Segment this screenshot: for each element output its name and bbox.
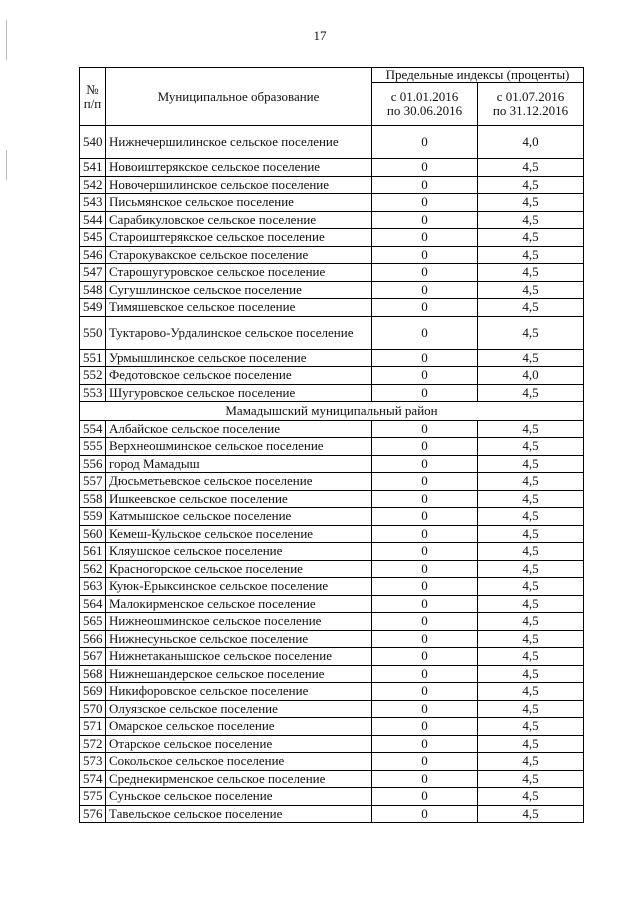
row-number: 567 bbox=[80, 648, 106, 666]
table-row bbox=[80, 648, 584, 666]
municipality-name: Нижнешандерское сельское поселение bbox=[106, 665, 372, 683]
index-period-2: 4,5 bbox=[478, 176, 584, 194]
row-number: 571 bbox=[80, 718, 106, 736]
header-index-group: Предельные индексы (проценты) bbox=[372, 68, 584, 83]
municipality-name: Дюсьметьевское сельское поселение bbox=[106, 473, 372, 491]
index-period-1: 0 bbox=[372, 543, 478, 561]
table-row bbox=[80, 126, 584, 159]
index-period-1: 0 bbox=[372, 367, 478, 385]
municipality-name: Катмышское сельское поселение bbox=[106, 508, 372, 526]
index-period-2: 4,5 bbox=[478, 805, 584, 823]
municipality-name: Кляушское сельское поселение bbox=[106, 543, 372, 561]
index-period-1: 0 bbox=[372, 316, 478, 349]
table-row bbox=[80, 788, 584, 806]
municipality-name: Ишкеевское сельское поселение bbox=[106, 490, 372, 508]
index-period-2: 4,5 bbox=[478, 543, 584, 561]
index-period-2: 4,5 bbox=[478, 455, 584, 473]
header-period-2: с 01.07.2016 по 31.12.2016 bbox=[478, 83, 584, 126]
index-period-1: 0 bbox=[372, 648, 478, 666]
municipality-name: Старошугуровское сельское поселение bbox=[106, 264, 372, 282]
row-number: 551 bbox=[80, 349, 106, 367]
index-period-1: 0 bbox=[372, 281, 478, 299]
municipality-name: Новоиштерякское сельское поселение bbox=[106, 159, 372, 177]
header-municipality: Муниципальное образование bbox=[106, 68, 372, 126]
table-row bbox=[80, 805, 584, 823]
municipality-name: Сарабикуловское сельское поселение bbox=[106, 211, 372, 229]
municipality-name: Отарское сельское поселение bbox=[106, 735, 372, 753]
row-number: 557 bbox=[80, 473, 106, 491]
row-number: 553 bbox=[80, 384, 106, 402]
row-number: 541 bbox=[80, 159, 106, 177]
index-period-2: 4,5 bbox=[478, 648, 584, 666]
municipality-name: Олуязское сельское поселение bbox=[106, 700, 372, 718]
index-period-2: 4,5 bbox=[478, 735, 584, 753]
index-period-2: 4,5 bbox=[478, 560, 584, 578]
index-period-1: 0 bbox=[372, 384, 478, 402]
index-period-2: 4,5 bbox=[478, 384, 584, 402]
row-number: 555 bbox=[80, 438, 106, 456]
page-number: 17 bbox=[313, 28, 327, 43]
index-period-1: 0 bbox=[372, 525, 478, 543]
municipality-name: Суньское сельское поселение bbox=[106, 788, 372, 806]
municipality-name: Нижнечершилинское сельское поселение bbox=[106, 126, 372, 159]
municipality-name: Письмянское сельское поселение bbox=[106, 194, 372, 212]
index-period-1: 0 bbox=[372, 211, 478, 229]
index-period-1: 0 bbox=[372, 700, 478, 718]
index-period-1: 0 bbox=[372, 508, 478, 526]
index-period-1: 0 bbox=[372, 176, 478, 194]
index-period-1: 0 bbox=[372, 349, 478, 367]
table-row bbox=[80, 770, 584, 788]
municipality-name: Малокирменское сельское поселение bbox=[106, 595, 372, 613]
index-period-1: 0 bbox=[372, 299, 478, 317]
index-period-2: 4,5 bbox=[478, 578, 584, 596]
header-period-1: с 01.01.2016 по 30.06.2016 bbox=[372, 83, 478, 126]
index-period-1: 0 bbox=[372, 753, 478, 771]
section-row bbox=[80, 402, 584, 421]
index-period-1: 0 bbox=[372, 735, 478, 753]
municipality-name: Нижнетаканышское сельское поселение bbox=[106, 648, 372, 666]
municipality-name: Сугушлинское сельское поселение bbox=[106, 281, 372, 299]
municipality-name: город Мамадыш bbox=[106, 455, 372, 473]
index-period-2: 4,0 bbox=[478, 126, 584, 159]
row-number: 554 bbox=[80, 420, 106, 438]
table-row bbox=[80, 543, 584, 561]
index-period-2: 4,5 bbox=[478, 490, 584, 508]
index-period-2: 4,5 bbox=[478, 630, 584, 648]
index-period-1: 0 bbox=[372, 665, 478, 683]
index-period-2: 4,5 bbox=[478, 246, 584, 264]
index-period-1: 0 bbox=[372, 159, 478, 177]
table-row bbox=[80, 420, 584, 438]
header-number: № п/п bbox=[80, 68, 106, 126]
index-period-2: 4,5 bbox=[478, 281, 584, 299]
index-period-1: 0 bbox=[372, 595, 478, 613]
municipality-name: Тимяшевское сельское поселение bbox=[106, 299, 372, 317]
table-row bbox=[80, 229, 584, 247]
row-number: 542 bbox=[80, 176, 106, 194]
table-row bbox=[80, 384, 584, 402]
municipality-name: Шугуровское сельское поселение bbox=[106, 384, 372, 402]
index-period-2: 4,5 bbox=[478, 595, 584, 613]
table-row bbox=[80, 316, 584, 349]
row-number: 575 bbox=[80, 788, 106, 806]
row-number: 560 bbox=[80, 525, 106, 543]
table-row bbox=[80, 560, 584, 578]
index-period-1: 0 bbox=[372, 805, 478, 823]
row-number: 544 bbox=[80, 211, 106, 229]
table-row bbox=[80, 508, 584, 526]
municipality-name: Омарское сельское поселение bbox=[106, 718, 372, 736]
index-period-1: 0 bbox=[372, 613, 478, 631]
margin-mark bbox=[6, 150, 7, 180]
margin-mark bbox=[6, 20, 7, 60]
table-row bbox=[80, 438, 584, 456]
municipality-name: Нижнесуньское сельское поселение bbox=[106, 630, 372, 648]
row-number: 570 bbox=[80, 700, 106, 718]
table-row bbox=[80, 281, 584, 299]
table-row bbox=[80, 665, 584, 683]
municipality-name: Федотовское сельское поселение bbox=[106, 367, 372, 385]
row-number: 547 bbox=[80, 264, 106, 282]
row-number: 549 bbox=[80, 299, 106, 317]
index-period-2: 4,5 bbox=[478, 264, 584, 282]
municipality-name: Красногорское сельское поселение bbox=[106, 560, 372, 578]
table-row bbox=[80, 194, 584, 212]
index-period-2: 4,5 bbox=[478, 508, 584, 526]
municipality-name: Старокувакское сельское поселение bbox=[106, 246, 372, 264]
row-number: 556 bbox=[80, 455, 106, 473]
index-period-1: 0 bbox=[372, 630, 478, 648]
table-row bbox=[80, 299, 584, 317]
row-number: 576 bbox=[80, 805, 106, 823]
table-row bbox=[80, 630, 584, 648]
index-period-1: 0 bbox=[372, 718, 478, 736]
row-number: 548 bbox=[80, 281, 106, 299]
index-period-2: 4,5 bbox=[478, 316, 584, 349]
row-number: 572 bbox=[80, 735, 106, 753]
index-period-2: 4,5 bbox=[478, 420, 584, 438]
index-period-1: 0 bbox=[372, 473, 478, 491]
table-row bbox=[80, 159, 584, 177]
row-number: 561 bbox=[80, 543, 106, 561]
index-period-2: 4,0 bbox=[478, 367, 584, 385]
municipality-name: Сокольское сельское поселение bbox=[106, 753, 372, 771]
municipality-name: Кемеш-Кульское сельское поселение bbox=[106, 525, 372, 543]
table-row bbox=[80, 211, 584, 229]
index-period-1: 0 bbox=[372, 455, 478, 473]
indices-table bbox=[79, 67, 584, 823]
row-number: 568 bbox=[80, 665, 106, 683]
index-period-2: 4,5 bbox=[478, 665, 584, 683]
row-number: 562 bbox=[80, 560, 106, 578]
row-number: 546 bbox=[80, 246, 106, 264]
municipality-name: Новочершилинское сельское поселение bbox=[106, 176, 372, 194]
table-row bbox=[80, 753, 584, 771]
table-row bbox=[80, 525, 584, 543]
index-period-2: 4,5 bbox=[478, 299, 584, 317]
section-title: Мамадышский муниципальный район bbox=[80, 402, 584, 421]
table-row bbox=[80, 264, 584, 282]
index-period-1: 0 bbox=[372, 438, 478, 456]
row-number: 566 bbox=[80, 630, 106, 648]
row-number: 563 bbox=[80, 578, 106, 596]
index-period-1: 0 bbox=[372, 229, 478, 247]
index-period-1: 0 bbox=[372, 770, 478, 788]
row-number: 564 bbox=[80, 595, 106, 613]
table-row bbox=[80, 349, 584, 367]
index-period-1: 0 bbox=[372, 126, 478, 159]
index-period-2: 4,5 bbox=[478, 349, 584, 367]
table-row bbox=[80, 578, 584, 596]
row-number: 550 bbox=[80, 316, 106, 349]
index-period-1: 0 bbox=[372, 264, 478, 282]
table-row bbox=[80, 490, 584, 508]
index-period-2: 4,5 bbox=[478, 438, 584, 456]
row-number: 552 bbox=[80, 367, 106, 385]
table-row bbox=[80, 455, 584, 473]
table-row bbox=[80, 735, 584, 753]
index-period-2: 4,5 bbox=[478, 194, 584, 212]
index-period-1: 0 bbox=[372, 420, 478, 438]
municipality-name: Албайское сельское поселение bbox=[106, 420, 372, 438]
index-period-2: 4,5 bbox=[478, 683, 584, 701]
municipality-name: Туктарово-Урдалинское сельское поселение bbox=[106, 316, 372, 349]
index-period-1: 0 bbox=[372, 246, 478, 264]
row-number: 558 bbox=[80, 490, 106, 508]
municipality-name: Нижнеошминское сельское поселение bbox=[106, 613, 372, 631]
index-period-1: 0 bbox=[372, 683, 478, 701]
row-number: 569 bbox=[80, 683, 106, 701]
row-number: 543 bbox=[80, 194, 106, 212]
table-row bbox=[80, 613, 584, 631]
municipality-name: Староиштерякское сельское поселение bbox=[106, 229, 372, 247]
table-row bbox=[80, 246, 584, 264]
index-period-1: 0 bbox=[372, 788, 478, 806]
table-row bbox=[80, 595, 584, 613]
row-number: 573 bbox=[80, 753, 106, 771]
table-row bbox=[80, 176, 584, 194]
index-period-1: 0 bbox=[372, 490, 478, 508]
index-period-2: 4,5 bbox=[478, 753, 584, 771]
table-row bbox=[80, 367, 584, 385]
index-period-2: 4,5 bbox=[478, 525, 584, 543]
municipality-name: Урмышлинское сельское поселение bbox=[106, 349, 372, 367]
index-period-2: 4,5 bbox=[478, 788, 584, 806]
municipality-name: Куюк-Ерыксинское сельское поселение bbox=[106, 578, 372, 596]
row-number: 545 bbox=[80, 229, 106, 247]
index-period-2: 4,5 bbox=[478, 159, 584, 177]
index-period-1: 0 bbox=[372, 578, 478, 596]
table-row bbox=[80, 683, 584, 701]
index-period-2: 4,5 bbox=[478, 211, 584, 229]
index-period-1: 0 bbox=[372, 194, 478, 212]
index-period-2: 4,5 bbox=[478, 718, 584, 736]
row-number: 574 bbox=[80, 770, 106, 788]
table-row bbox=[80, 718, 584, 736]
municipality-name: Среднекирменское сельское поселение bbox=[106, 770, 372, 788]
index-period-1: 0 bbox=[372, 560, 478, 578]
index-period-2: 4,5 bbox=[478, 770, 584, 788]
row-number: 540 bbox=[80, 126, 106, 159]
municipality-name: Никифоровское сельское поселение bbox=[106, 683, 372, 701]
municipality-name: Верхнеошминское сельское поселение bbox=[106, 438, 372, 456]
row-number: 565 bbox=[80, 613, 106, 631]
table-row bbox=[80, 700, 584, 718]
index-period-2: 4,5 bbox=[478, 229, 584, 247]
table-row bbox=[80, 473, 584, 491]
row-number: 559 bbox=[80, 508, 106, 526]
municipality-name: Тавельское сельское поселение bbox=[106, 805, 372, 823]
index-period-2: 4,5 bbox=[478, 473, 584, 491]
index-period-2: 4,5 bbox=[478, 613, 584, 631]
index-period-2: 4,5 bbox=[478, 700, 584, 718]
